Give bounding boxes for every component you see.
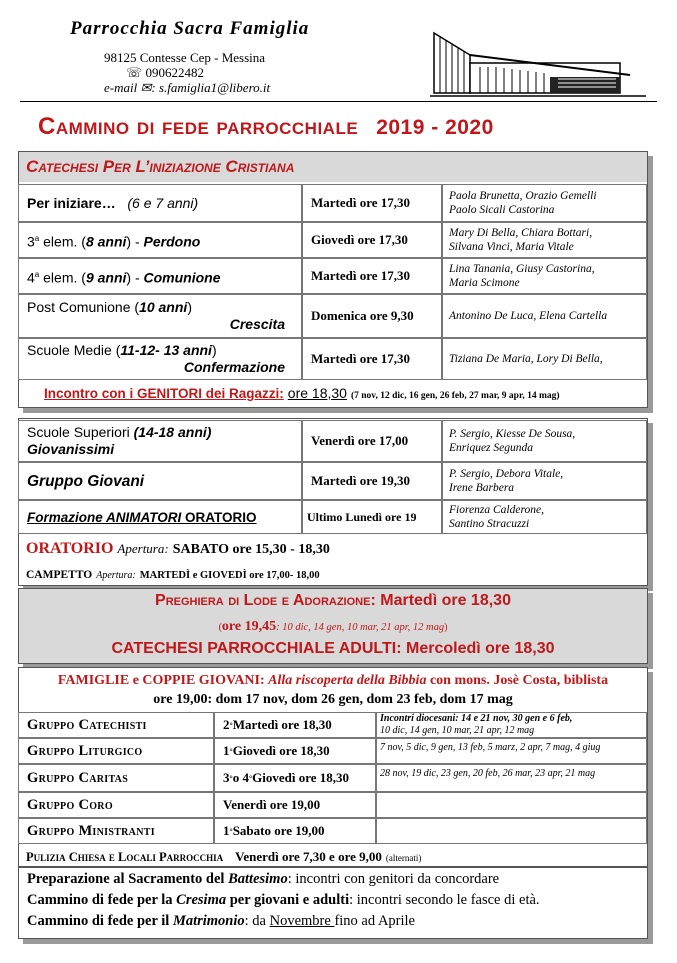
- activity-cell: [18, 222, 302, 258]
- activity-cell: [18, 500, 302, 534]
- grade-sup: a: [34, 233, 40, 243]
- group-ordinal: 2: [223, 717, 230, 732]
- prayer-label: Preghiera di Lode e Adorazione:: [155, 592, 376, 609]
- leaders-line: Tiziana De Maria, Lory Di Bella,: [449, 353, 603, 365]
- group-note-line: 10 dic, 14 gen, 10 mar, 21 apr, 12 mag: [380, 725, 535, 736]
- activity-label: elem. (: [39, 269, 86, 286]
- envelope-icon: ✉: [140, 80, 152, 95]
- oratorio-line: [26, 540, 330, 558]
- grade-number: 4: [27, 269, 35, 286]
- leaders-line: Santino Stracuzzi: [449, 518, 530, 530]
- church-building-icon: [430, 25, 646, 97]
- leaders-cell: [442, 258, 647, 294]
- activity-label: Scuole Medie (: [27, 342, 121, 358]
- activity-label: elem. (: [39, 233, 86, 250]
- group-schedule: Giovedì ore 18,30: [232, 743, 330, 758]
- parents-meeting-line: [44, 385, 560, 403]
- families-dates: ore 19,00: dom 17 nov, dom 26 gen, dom 23 feb, dom 17 mag: [153, 692, 513, 707]
- group-schedule-cell: Venerdì ore 19,00: [214, 792, 376, 818]
- marriage-end: fino ad Aprile: [334, 913, 415, 929]
- activity-label: Per iniziare…: [27, 194, 116, 211]
- parents-meeting-label: Incontro con i GENITORI dei Ragazzi:: [44, 386, 284, 401]
- cleaning-line: [26, 848, 421, 866]
- page-title-years: 2019 - 2020: [376, 116, 494, 139]
- paren-close: ): [444, 622, 448, 633]
- group-schedule: Martedì ore 18,30: [232, 717, 332, 732]
- prayer-line: [18, 592, 648, 610]
- group-ordinal-sup: °: [229, 720, 233, 730]
- prayer-late-dates: : 10 dic, 14 gen, 10 mar, 21 apr, 12 mag: [276, 622, 445, 633]
- confirmation-word: Cresima: [176, 892, 227, 908]
- group-schedule-cell: [214, 764, 376, 792]
- activity-age: 9 anni: [85, 269, 127, 286]
- confirmation-label: Cammino di fede per la: [27, 892, 177, 908]
- activity-sep: ) -: [126, 233, 144, 250]
- page-title-text: Cammino di fede parrocchiale: [38, 113, 359, 140]
- schedule-cell: Giovedì ore 17,30: [302, 222, 442, 258]
- sacrament-name: Crescita: [229, 316, 285, 332]
- group-ordinal: 1: [223, 823, 230, 838]
- families-speaker: con mons. Josè Costa, biblista: [429, 673, 609, 688]
- group-note-cell: [376, 818, 647, 844]
- oratorio-label: ORATORIO: [26, 540, 114, 557]
- activity-label: Scuole Superiori: [27, 424, 134, 440]
- group-schedule: Sabato ore 19,00: [232, 823, 325, 838]
- activity-cell: [18, 294, 302, 338]
- families-topic: Alla riscoperta della Bibbia: [268, 673, 427, 688]
- activity-age: (14-18 anni): [133, 424, 212, 440]
- activity-sep: ): [187, 299, 192, 315]
- group-note-cell: [376, 764, 647, 792]
- baptism-detail: : incontri con genitori da concordare: [287, 871, 500, 887]
- leaders-line: Silvana Vinci, Maria Vitale: [449, 241, 574, 253]
- leaders-line: Paolo Sicali Castorina: [449, 204, 555, 216]
- activity-cell: [18, 338, 302, 380]
- marriage-sep: : da: [244, 913, 270, 929]
- group-note-line: Incontri diocesani: 14 e 21 nov, 30 gen e 6 feb,: [380, 713, 573, 724]
- leaders-line: P. Sergio, Kiesse De Sousa,: [449, 428, 576, 440]
- leaders-line: Enriquez Segunda: [449, 442, 534, 454]
- group-schedule-cell: [214, 712, 376, 738]
- email-address[interactable]: s.famiglia1@libero.it: [158, 80, 271, 95]
- phone-number: 090622482: [145, 65, 205, 80]
- sacrament-name: Comunione: [143, 269, 221, 286]
- activity-sep: ): [211, 342, 217, 358]
- leaders-line: Irene Barbera: [449, 482, 515, 494]
- parents-meeting-dates: (7 nov, 12 dic, 16 gen, 26 feb, 27 mar, 9 apr, 14 mag): [350, 391, 560, 401]
- leaders-cell: [442, 462, 647, 500]
- leaders-line: Antonino De Luca, Elena Cartella: [449, 310, 608, 322]
- group-note-cell: [376, 738, 647, 764]
- cleaning-note: (alternati): [385, 853, 422, 863]
- schedule-cell: Martedì ore 17,30: [302, 184, 442, 222]
- families-label: FAMIGLIE e COPPIE GIOVANI:: [57, 673, 265, 688]
- leaders-line: Paola Brunetta, Orazio Gemelli: [449, 190, 597, 202]
- leaders-cell: [442, 338, 647, 380]
- cleaning-time: Venerdì ore 7,30 e ore 9,00: [235, 849, 382, 864]
- group-ordinal-sup: °: [229, 746, 233, 756]
- prayer-late-line: [18, 617, 648, 635]
- leaders-cell: [442, 500, 647, 534]
- sacrament-name: Confermazione: [183, 359, 285, 375]
- marriage-start: Novembre: [269, 913, 335, 929]
- activity-cell: [18, 420, 302, 462]
- confirmation-detail: : incontri secondo le fasce di età.: [349, 892, 540, 908]
- activity-label: Formazione ANIMATORI: [27, 509, 186, 525]
- group-ordinal-sup: °: [229, 826, 233, 836]
- group-schedule-cell: [214, 738, 376, 764]
- parents-meeting-time: ore 18,30: [287, 385, 347, 401]
- parish-email: e-mail ✉: s.famiglia1@libero.it: [104, 80, 271, 95]
- group-schedule-cell: [214, 818, 376, 844]
- schedule-cell: Martedì ore 17,30: [302, 338, 442, 380]
- leaders-line: Fiorenza Calderone,: [449, 504, 544, 516]
- schedule-cell: Martedì ore 19,30: [302, 462, 442, 500]
- group-ordinal: 1: [223, 743, 230, 758]
- group-schedule: o 4: [232, 770, 249, 785]
- marriage-line: [27, 913, 415, 930]
- group-ordinal-sup: °: [248, 773, 253, 783]
- leaders-line: Maria Scimone: [449, 277, 520, 289]
- schedule-cell: Venerdì ore 17,00: [302, 420, 442, 462]
- confirmation-audience: per giovani e adulti: [226, 892, 350, 908]
- group-note-cell: [376, 792, 647, 818]
- leaders-line: Lina Tanania, Giusy Castorina,: [449, 263, 595, 275]
- campetto-line: [26, 565, 320, 583]
- group-name-cell: Gruppo Coro: [18, 792, 214, 818]
- parish-phone: [126, 65, 204, 81]
- sacrament-name: Perdono: [143, 233, 201, 250]
- prayer-time: Martedì ore 18,30: [380, 592, 511, 609]
- header-divider: [20, 101, 657, 102]
- oratorio-opening-label: Apertura:: [117, 541, 169, 556]
- activity-cell: [18, 184, 302, 222]
- email-label: e-mail: [104, 80, 138, 95]
- baptism-word: Battesimo: [228, 871, 288, 887]
- activity-age: 8 anni: [85, 233, 127, 250]
- group-note-cell: [376, 712, 647, 738]
- campetto-opening-label: Apertura:: [96, 570, 136, 581]
- schedule-cell: Ultimo Lunedì ore 19: [302, 500, 442, 534]
- prayer-late-time: ore 19,45: [221, 619, 277, 634]
- phone-icon: ☏: [126, 65, 146, 80]
- grade-sup: a: [34, 269, 40, 279]
- leaders-cell: [442, 294, 647, 338]
- campetto-opening: MARTEDÌ e GIOVEDÌ ore 17,00- 18,00: [139, 570, 320, 581]
- confirmation-line: [27, 892, 540, 909]
- group-name-cell: Gruppo Catechisti: [18, 712, 214, 738]
- grade-number: 3: [27, 233, 35, 250]
- group-ordinal: 3: [223, 770, 230, 785]
- activity-sep: ) -: [126, 269, 144, 286]
- leaders-line: P. Sergio, Debora Vitale,: [449, 468, 564, 480]
- families-line: [18, 673, 648, 689]
- activity-label: Post Comunione (: [27, 299, 140, 315]
- baptism-line: [27, 871, 499, 888]
- page-title: [38, 113, 494, 141]
- catechesi-heading: Catechesi Per L’iniziazione Cristiana: [26, 157, 295, 176]
- activity-cell: [18, 258, 302, 294]
- activity-cell: [18, 462, 302, 500]
- group-schedule: Giovedì ore 18,30: [252, 770, 350, 785]
- activity-age: 11-12- 13 anni: [120, 342, 212, 358]
- baptism-label: Preparazione al Sacramento del: [27, 871, 229, 887]
- group-note-line: 7 nov, 5 dic, 9 gen, 13 feb, 5 marz, 2 apr, 7 mag, 4 giug: [380, 742, 601, 753]
- schedule-cell: Martedì ore 17,30: [302, 258, 442, 294]
- group-ordinal-sup: °: [229, 773, 233, 783]
- marriage-word: Matrimonio: [172, 913, 245, 929]
- activity-age: 10 anni: [139, 299, 188, 315]
- paren-open: (: [218, 622, 222, 633]
- group-name-cell: Gruppo Ministranti: [18, 818, 214, 844]
- marriage-label: Cammino di fede per il: [27, 913, 173, 929]
- group-name-cell: Gruppo Caritas: [18, 764, 214, 792]
- leaders-cell: [442, 184, 647, 222]
- campetto-label: CAMPETTO: [26, 569, 93, 581]
- adults-catechesis-label: CATECHESI PARROCCHIALE ADULTI:: [111, 640, 402, 657]
- leaders-line: Mary Di Bella, Chiara Bottari,: [449, 227, 593, 239]
- activity-age: (6 e 7 anni): [127, 194, 199, 211]
- schedule-cell: Domenica ore 9,30: [302, 294, 442, 338]
- parish-name: Parrocchia Sacra Famiglia: [70, 18, 310, 39]
- oratorio-opening: SABATO ore 15,30 - 18,30: [172, 542, 330, 557]
- group-name-cell: Gruppo Liturgico: [18, 738, 214, 764]
- group-name: Gruppo Giovani: [27, 472, 145, 490]
- cleaning-label: Pulizia Chiesa e Locali Parrocchia: [26, 850, 224, 864]
- leaders-cell: [442, 222, 647, 258]
- group-name: ORATORIO: [185, 509, 257, 525]
- leaders-cell: [442, 420, 647, 462]
- adults-catechesis-line: [18, 640, 648, 658]
- group-name: Giovanissimi: [27, 441, 115, 457]
- adults-catechesis-time: Mercoledì ore 18,30: [406, 640, 555, 657]
- parish-address: 98125 Contesse Cep - Messina: [104, 50, 266, 65]
- group-note-line: 28 nov, 19 dic, 23 gen, 20 feb, 26 mar, 23 apr, 21 mag: [380, 768, 596, 779]
